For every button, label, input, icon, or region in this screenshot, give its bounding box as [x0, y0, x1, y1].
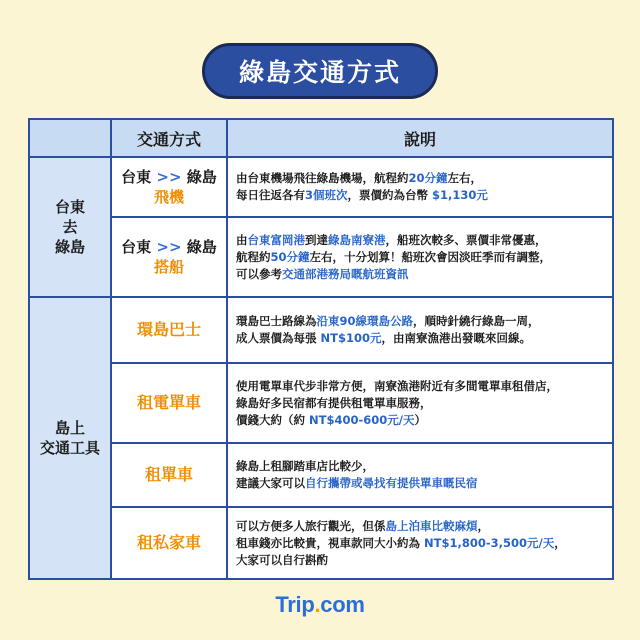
header-description: 說明: [227, 119, 613, 157]
highlight-text: $1,130元: [432, 188, 488, 202]
description-cell: [227, 157, 613, 217]
mode-kind: 飛機: [153, 188, 184, 206]
mode-cell: [111, 157, 227, 217]
header-group-cell: [29, 119, 111, 157]
description-text: 左右，十分划算！船班次會因淡旺季而有調整，: [309, 249, 552, 264]
description-cell: [227, 297, 613, 363]
table-row: [29, 363, 613, 443]
page-title: 綠島交通方式: [202, 43, 438, 99]
transport-table: [28, 118, 614, 580]
description-text: 大家可以自行斟酌: [236, 552, 328, 567]
group-label: 台東 去 綠島: [54, 198, 85, 256]
mode-cell: 環島巴士: [111, 297, 227, 363]
route-to: 綠島: [186, 238, 217, 256]
route-from: 台東: [121, 168, 152, 186]
logo-right: com: [320, 592, 365, 617]
description-cell: [227, 363, 613, 443]
description-text: 每日往返各有: [236, 188, 305, 202]
description-text: ，由南寮漁港出發嘅來回線。: [381, 331, 531, 345]
description-text: 可以方便多人旅行觀光，但係: [236, 518, 386, 533]
table-row: [29, 443, 613, 507]
highlight-text: 島上泊車比較麻煩: [385, 518, 478, 533]
mode-kind: 搭船: [153, 258, 184, 276]
group-taitung-to-green-island: [29, 157, 111, 297]
table-row: [29, 157, 613, 217]
table-row: [29, 217, 613, 297]
route-to: 綠島: [186, 168, 217, 186]
description-text: 綠島好多民宿都有提供租電單車服務，: [236, 395, 432, 410]
route-from: 台東: [121, 238, 152, 256]
description-text: 左右，: [447, 171, 483, 185]
trip-com-logo: [270, 592, 370, 618]
mode-cell: 租電單車: [111, 363, 227, 443]
highlight-text: 自行攜帶或尋找有提供單車嘅民宿: [305, 476, 478, 490]
description-text: 環島巴士路線為: [236, 314, 317, 328]
description-text: ，: [554, 535, 566, 550]
description-text: 價錢大約（約: [236, 412, 310, 427]
group-label: 島上 交通工具: [39, 419, 100, 457]
description-cell: [227, 443, 613, 507]
description-text: ，票價約為台幣: [347, 188, 433, 202]
description-text: 綠島上租腳踏車店比較少，: [236, 459, 374, 473]
highlight-text: 交通部港務局嘅航班資訊: [282, 266, 409, 281]
mode-cell: 租私家車: [111, 507, 227, 579]
description-cell: [227, 217, 613, 297]
table-row: [29, 297, 613, 363]
description-cell: [227, 507, 613, 579]
highlight-text: 綠島南寮港: [328, 232, 386, 247]
highlight-text: NT$100元: [320, 331, 382, 345]
route-label: [112, 167, 226, 187]
description-text: ，船班次較多、票價非常優惠，: [385, 232, 547, 247]
description-text: 成人票價為每張: [236, 331, 321, 345]
highlight-text: NT$400-600元/天: [309, 412, 415, 427]
mode-cell: [111, 217, 227, 297]
highlight-text: 沿東90線環島公路: [316, 314, 414, 328]
description-text: 到達: [305, 232, 328, 247]
highlight-text: 台東富岡港: [247, 232, 305, 247]
highlight-text: NT$1,800-3,500元/天: [424, 535, 555, 550]
description-text: 由: [236, 232, 248, 247]
description-text: ，順時針繞行綠島一周，: [413, 314, 540, 328]
description-text: 建議大家可以: [236, 476, 305, 490]
description-text: 租車錢亦比較貴，視車款同大小約為: [236, 535, 425, 550]
highlight-text: 20分鐘: [408, 171, 448, 185]
description-text: 使用電單車代步非常方便，南寮漁港附近有多間電單車租借店，: [236, 378, 558, 393]
description-text: ，: [477, 518, 489, 533]
group-on-island-transport: [29, 297, 111, 579]
description-text: ）: [414, 412, 426, 427]
route-arrow: >>: [156, 238, 182, 256]
logo-left: Trip: [275, 592, 315, 617]
route-arrow: >>: [156, 168, 182, 186]
table-row: [29, 507, 613, 579]
description-text: 航程約: [236, 249, 271, 264]
description-text: 可以參考: [236, 266, 282, 281]
highlight-text: 3個班次: [305, 188, 348, 202]
logo-dot: .: [314, 592, 321, 617]
route-label: [112, 237, 226, 257]
table-header-row: [29, 119, 613, 157]
mode-cell: 租單車: [111, 443, 227, 507]
header-mode: 交通方式: [111, 119, 227, 157]
description-text: 由台東機場飛往綠島機場，航程約: [236, 171, 409, 185]
highlight-text: 50分鐘: [270, 249, 310, 264]
